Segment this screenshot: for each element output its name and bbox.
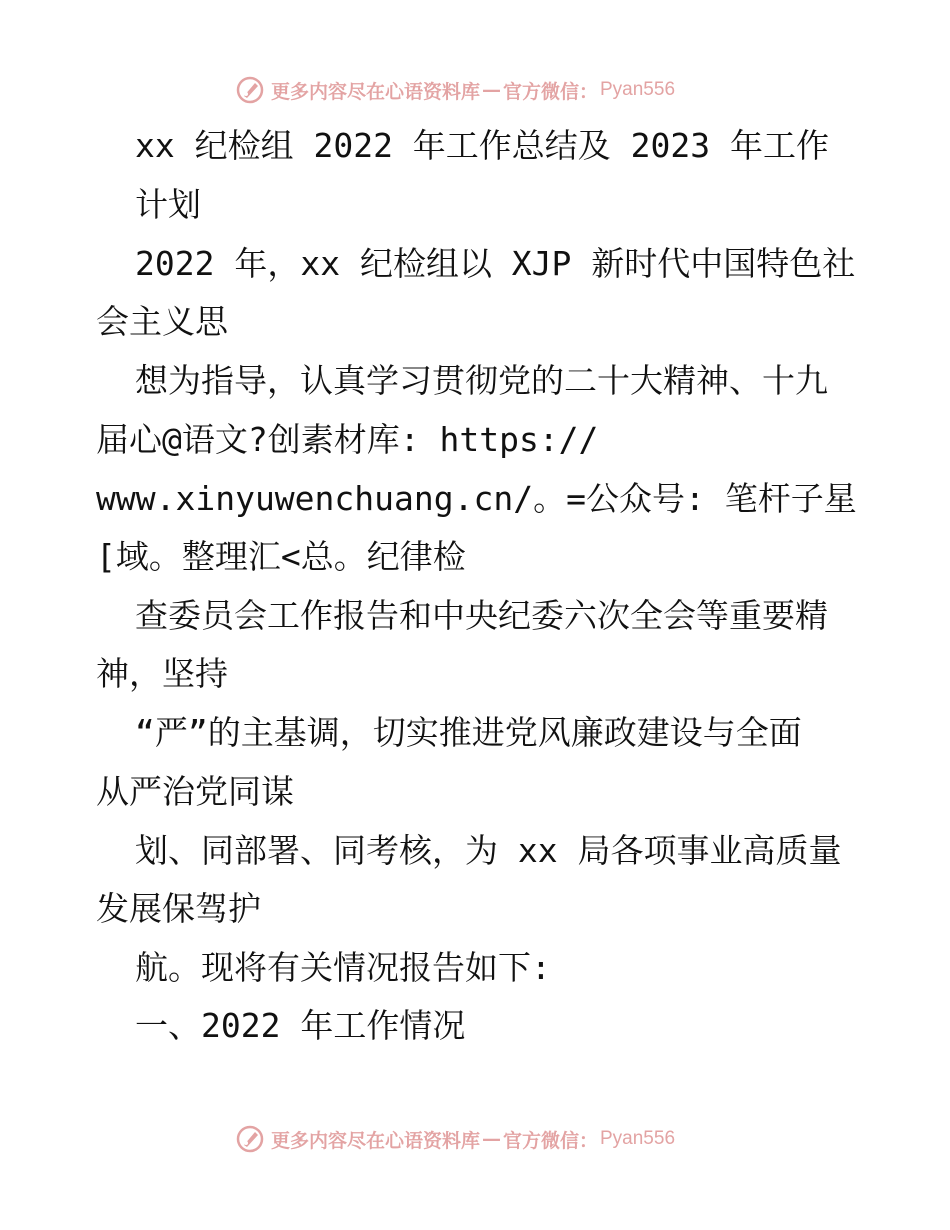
text-line: 查委员会工作报告和中央纪委六次全会等重要精 [135,596,828,635]
pen-logo-icon [235,1124,265,1154]
pen-logo-icon [235,75,265,105]
text-line: 想为指导，认真学习贯彻党的二十大精神、十九 [135,361,828,400]
text-line: 划、同部署、同考核，为 xx 局各项事业高质量 [135,831,842,870]
text-line: 航。现将有关情况报告如下: [135,948,551,987]
watermark-separator: — [481,79,501,101]
watermark-text: 更多内容尽在心语资料库 [270,80,480,103]
footer-watermark [0,1119,950,1159]
watermark-contact: 官方微信： [502,80,598,103]
watermark-contact: 官方微信： [502,1129,598,1152]
document-title-line-2: 计划 [135,185,201,224]
document-title-line-1: xx 纪检组 2022 年工作总结及 2023 年工作 [135,126,830,165]
header-watermark [0,70,950,110]
text-line: 发展保驾护 [96,889,261,928]
text-line: “严”的主基调，切实推进党风廉政建设与全面 [135,713,802,752]
text-line: 神，坚持 [96,654,228,693]
watermark-text: 更多内容尽在心语资料库 [270,1129,480,1152]
text-line: 2022 年，xx 纪检组以 XJP 新时代中国特色社 [135,244,856,283]
watermark-id: Pyan556 [600,1128,676,1149]
text-line: 从严治党同谋 [96,772,294,811]
watermark-id: Pyan556 [600,79,676,100]
watermark-separator: — [481,1128,501,1150]
text-line: [域。整理汇<总。纪律检 [96,537,466,576]
text-line: 会主义思 [96,302,228,341]
text-line: 届心@语文?创素材库: https:// [96,420,599,459]
section-heading: 一、2022 年工作情况 [135,1006,466,1045]
text-line: www.xinyuwenchuang.cn/。=公众号: 笔杆子星 [96,479,857,518]
